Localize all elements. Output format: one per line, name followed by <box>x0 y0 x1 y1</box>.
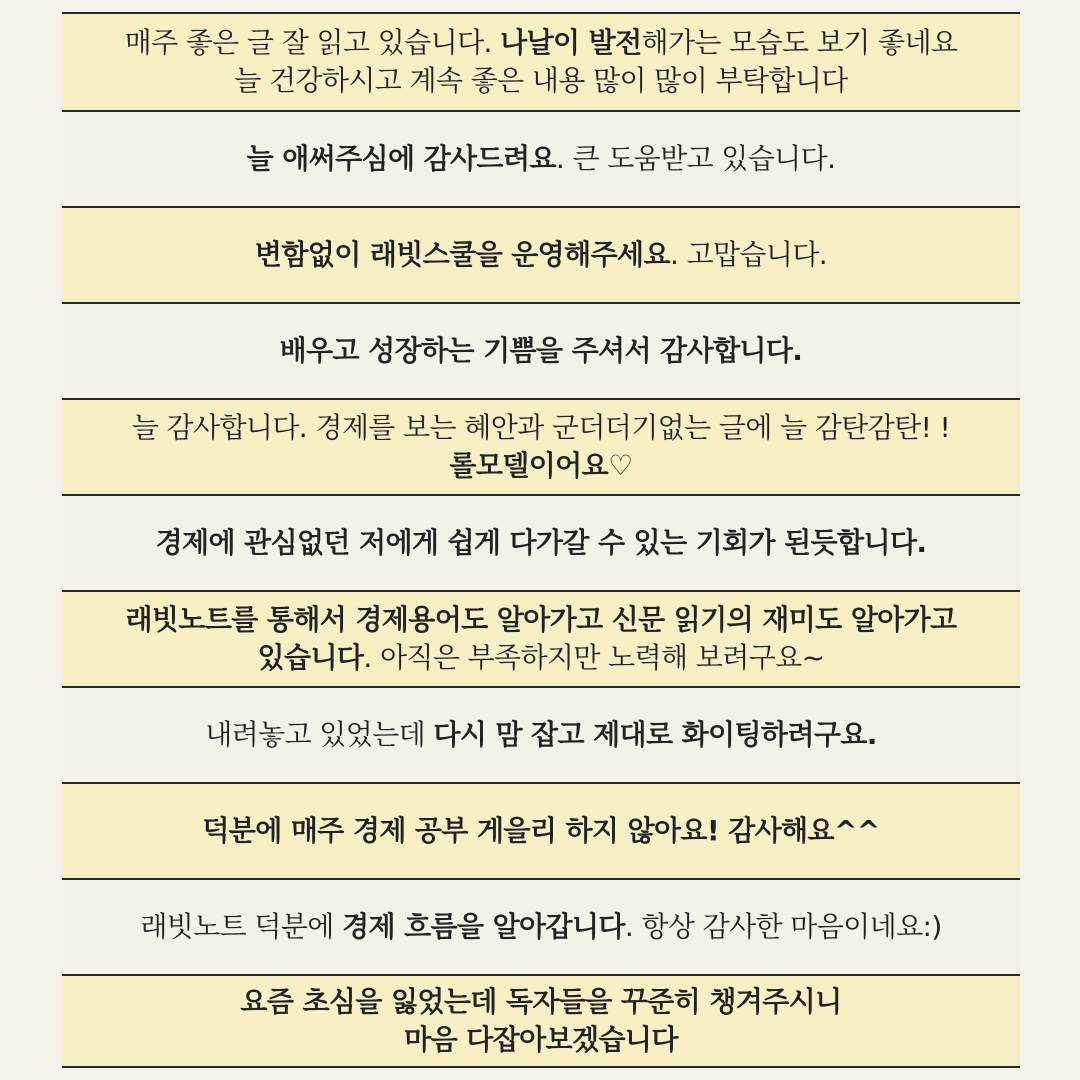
row-divider <box>62 878 1020 880</box>
comment-row <box>62 304 1020 398</box>
comment-text-bold: 나날이 발전 <box>500 26 642 59</box>
comment-line <box>202 812 879 850</box>
comment-text: 해가는 모습도 보기 좋네요 <box>641 26 958 59</box>
comment-row <box>62 112 1020 206</box>
row-divider <box>62 206 1020 208</box>
comment-text-bold: 요즘 초심을 잃었는데 독자들을 꾸준히 챙겨주시니 <box>240 985 842 1018</box>
row-divider <box>62 782 1020 784</box>
comment-text: . 고맙습니다. <box>669 238 828 271</box>
comment-text: 매주 좋은 글 잘 읽고 있습니다. <box>124 26 501 59</box>
comment-row <box>62 208 1020 302</box>
comment-text-bold: 다시 맘 잡고 제대로 화이팅하려구요. <box>433 718 877 751</box>
comment-row <box>62 400 1020 494</box>
comment-text-bold: 늘 애써주심에 감사드려요 <box>246 142 556 175</box>
comment-text-bold: 있습니다 <box>257 641 364 674</box>
row-divider <box>62 1066 1020 1068</box>
comment-row <box>62 14 1020 110</box>
comment-line <box>234 62 848 100</box>
comment-line <box>404 1021 678 1059</box>
comment-row <box>62 880 1020 974</box>
comment-line <box>125 24 958 62</box>
comment-text: . 아직은 부족하지만 노력해 보려구요~ <box>363 641 825 674</box>
comment-line <box>240 983 841 1021</box>
comment-line <box>140 908 941 946</box>
comment-line <box>255 236 827 274</box>
comment-line <box>280 332 803 370</box>
comment-row <box>62 592 1020 686</box>
comment-text: . 큰 도움받고 있습니다. <box>555 142 836 175</box>
row-divider <box>62 302 1020 304</box>
comment-line <box>125 601 956 639</box>
row-divider <box>62 110 1020 112</box>
row-divider <box>62 398 1020 400</box>
comment-text: 내려놓고 있었는데 <box>205 718 434 751</box>
comment-row <box>62 688 1020 782</box>
row-divider <box>62 686 1020 688</box>
comment-text-bold: 덕분에 매주 경제 공부 게을리 하지 않아요! 감사해요^^ <box>202 814 880 847</box>
comment-line <box>247 140 836 178</box>
comment-text: . 항상 감사한 마음이네요:) <box>624 910 942 943</box>
comment-line <box>132 409 950 447</box>
row-divider <box>62 974 1020 976</box>
comment-text-bold: 경제 흐름을 알아갑니다 <box>342 910 625 943</box>
row-divider <box>62 494 1020 496</box>
comment-line <box>258 639 825 677</box>
comment-row <box>62 496 1020 590</box>
comment-line <box>449 447 632 485</box>
comment-text-bold: 롤모델이어요♡ <box>449 449 633 482</box>
comment-text: 래빗노트 덕분에 <box>140 910 343 943</box>
comment-text-bold: 래빗노트를 통해서 경제용어도 알아가고 신문 읽기의 재미도 알아가고 <box>125 603 957 636</box>
comment-text-bold: 마음 다잡아보겠습니다 <box>404 1023 678 1056</box>
comment-text: 늘 감사합니다. 경제를 보는 혜안과 군더더기없는 글에 늘 감탄감탄! ! <box>131 411 951 444</box>
comment-line <box>205 716 877 754</box>
comment-text-bold: 변함없이 래빗스쿨을 운영해주세요 <box>254 238 670 271</box>
comment-row <box>62 976 1020 1066</box>
comment-text: 늘 건강하시고 계속 좋은 내용 많이 많이 부탁합니다 <box>234 64 848 97</box>
comment-row <box>62 784 1020 878</box>
comment-board <box>62 12 1020 1068</box>
comment-text-bold: 배우고 성장하는 기쁨을 주셔서 감사합니다. <box>279 334 803 367</box>
row-divider <box>62 590 1020 592</box>
comment-line <box>156 524 927 562</box>
row-divider <box>62 12 1020 14</box>
comment-text-bold: 경제에 관심없던 저에게 쉽게 다가갈 수 있는 기회가 된듯합니다. <box>155 526 927 559</box>
